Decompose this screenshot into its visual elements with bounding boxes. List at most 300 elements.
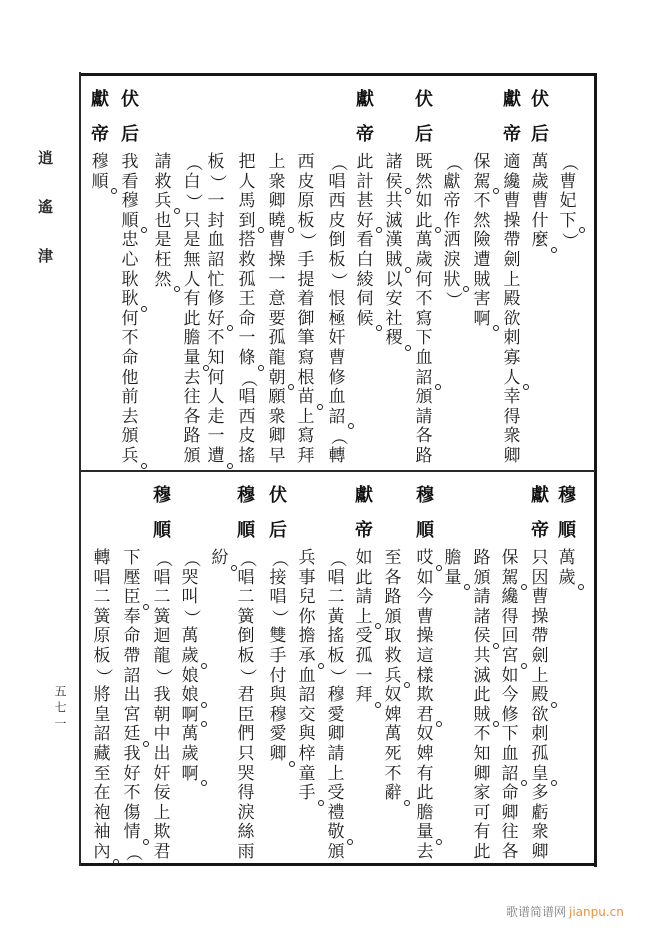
glyph: 各 <box>384 567 402 588</box>
period-mark <box>376 325 382 331</box>
period-mark <box>551 247 557 253</box>
glyph: 血 <box>328 387 346 408</box>
glyph: 萬 <box>181 626 199 647</box>
glyph: 皮 <box>328 210 346 231</box>
glyph: 唱 <box>328 171 346 192</box>
continuation-column <box>296 396 318 804</box>
glyph: 敬 <box>325 823 347 843</box>
period-mark <box>404 800 410 806</box>
column-text <box>235 549 257 863</box>
glyph: 帶 <box>531 626 549 647</box>
glyph: 交 <box>298 704 316 725</box>
glyph: 不 <box>207 328 225 349</box>
glyph: 壓 <box>123 567 141 588</box>
glyph: 膽 <box>416 802 434 823</box>
running-title: 逍遙津 <box>36 150 54 297</box>
column-text <box>179 549 201 784</box>
parenthesis-mark: ） <box>326 667 347 685</box>
glyph: 曹 <box>531 587 549 608</box>
period-mark <box>201 663 207 669</box>
glyph: 帝 <box>356 124 374 145</box>
period-mark <box>231 565 237 571</box>
glyph: 付 <box>269 665 287 686</box>
speaker-label <box>414 486 436 556</box>
glyph: 龍 <box>268 347 286 368</box>
glyph: 哭 <box>181 567 199 588</box>
glyph: 好 <box>205 310 227 330</box>
column-text <box>151 549 173 863</box>
glyph: 去 <box>121 406 139 427</box>
glyph: 曹 <box>531 191 549 212</box>
glyph: 御 <box>297 308 315 329</box>
glyph: 我 <box>121 152 139 172</box>
glyph: 心 <box>121 249 139 270</box>
column-text <box>499 549 521 863</box>
period-mark <box>201 702 207 708</box>
column-text <box>89 153 111 192</box>
speaker-label <box>556 486 578 556</box>
glyph: 孤 <box>531 743 549 764</box>
glyph: 賊 <box>471 706 493 726</box>
glyph: 去 <box>183 367 201 388</box>
glyph: 下 <box>501 724 519 745</box>
period-mark <box>203 365 209 371</box>
period-mark <box>405 345 411 351</box>
glyph: 修 <box>207 289 225 310</box>
glyph: 曹 <box>416 606 434 627</box>
glyph: 萬 <box>531 152 549 172</box>
glyph: 獻 <box>503 89 521 110</box>
glyph: 此 <box>183 308 201 329</box>
parenthesis-mark: ） <box>152 667 173 685</box>
glyph: 這 <box>416 645 434 666</box>
glyph: 伏 <box>269 485 287 506</box>
parenthesis-mark: ） <box>92 667 113 685</box>
glyph: 走 <box>207 406 225 427</box>
glyph: 西 <box>238 406 256 427</box>
glyph: 曹 <box>268 230 286 251</box>
parenthesis-mark: （ <box>442 154 463 172</box>
parenthesis-mark: （ <box>268 550 289 568</box>
glyph: 衆 <box>531 822 549 843</box>
glyph: 好 <box>123 763 141 784</box>
glyph: 順 <box>237 520 255 541</box>
glyph: 獻 <box>355 485 373 506</box>
parenthesis-mark: （ <box>236 550 257 568</box>
glyph: 上 <box>297 406 315 427</box>
glyph: 后 <box>531 124 549 145</box>
glyph: 兵 <box>119 447 141 467</box>
glyph: 原 <box>93 626 111 647</box>
glyph: 君 <box>414 706 436 726</box>
glyph: 有 <box>416 763 434 784</box>
glyph: 辭 <box>382 784 404 804</box>
period-mark <box>375 623 381 629</box>
glyph: 不 <box>473 724 491 745</box>
glyph: 我 <box>123 743 141 764</box>
glyph: 雨 <box>237 841 255 862</box>
glyph: 血 <box>415 347 433 368</box>
glyph: 欲 <box>531 704 549 725</box>
glyph: 歲 <box>556 569 578 589</box>
period-mark <box>464 584 470 590</box>
glyph: 滅 <box>473 665 491 686</box>
glyph: 板 <box>328 249 346 270</box>
glyph: 頒 <box>473 567 491 588</box>
column-text <box>529 549 551 863</box>
glyph: 衆 <box>503 426 521 447</box>
glyph: 童 <box>298 763 316 784</box>
glyph: 條 <box>236 349 258 369</box>
glyph: 與 <box>298 724 316 745</box>
glyph: 寫 <box>415 308 433 329</box>
glyph: 麼 <box>529 231 551 251</box>
glyph: 板 <box>297 210 315 231</box>
glyph: 至 <box>93 763 111 784</box>
glyph: 伺 <box>356 289 374 310</box>
glyph: 帝 <box>531 520 549 541</box>
continuation-column <box>295 0 317 466</box>
glyph: 卿 <box>268 426 286 447</box>
glyph: 一 <box>207 191 225 212</box>
glyph: 不 <box>473 191 491 212</box>
glyph: 唱 <box>238 387 256 408</box>
glyph: 路 <box>415 445 433 466</box>
glyph: 兵 <box>382 667 404 687</box>
glyph: 不 <box>415 289 433 310</box>
glyph: 狀 <box>441 271 463 291</box>
glyph: 今 <box>416 587 434 608</box>
glyph: 然 <box>415 171 433 192</box>
parenthesis-mark: （ <box>152 550 173 568</box>
glyph: 黃 <box>327 606 345 627</box>
glyph: 此 <box>416 783 434 804</box>
glyph: 賊 <box>473 269 491 290</box>
glyph: 提 <box>297 269 315 290</box>
glyph: 人 <box>183 269 201 290</box>
glyph: 安 <box>385 289 403 310</box>
glyph: 衆 <box>268 171 286 192</box>
period-mark <box>436 839 442 845</box>
glyph: 膽 <box>183 328 201 349</box>
period-mark <box>143 741 149 747</box>
continuation-column <box>382 396 404 804</box>
glyph: 欲 <box>503 308 521 329</box>
glyph: 娘 <box>179 686 201 706</box>
continuation-column <box>179 396 201 792</box>
period-mark <box>521 780 527 786</box>
glyph: 詔 <box>207 249 225 270</box>
column-text <box>267 549 289 765</box>
glyph: 救 <box>154 171 172 192</box>
glyph: 穆 <box>121 191 139 212</box>
lower-panel <box>0 396 655 862</box>
glyph: 宮 <box>499 647 521 667</box>
period-mark <box>578 584 584 590</box>
parenthesis-mark: ） <box>182 193 203 211</box>
glyph: 社 <box>385 308 403 329</box>
glyph: 諸 <box>473 606 491 627</box>
glyph: 血 <box>298 665 316 686</box>
glyph: 命 <box>238 308 256 329</box>
glyph: 上 <box>268 152 286 172</box>
speaker-label <box>501 90 523 160</box>
glyph: 然 <box>473 210 491 231</box>
glyph: 取 <box>384 626 402 647</box>
glyph: 賊 <box>383 251 405 271</box>
glyph: 不 <box>384 763 402 784</box>
glyph: 血 <box>207 230 225 251</box>
glyph: 佞 <box>153 783 171 804</box>
glyph: 穆 <box>91 152 109 172</box>
glyph: 好 <box>354 212 376 232</box>
glyph: 卿 <box>501 802 519 823</box>
glyph: 操 <box>268 249 286 270</box>
glyph: 上 <box>503 269 521 290</box>
period-mark <box>288 384 294 390</box>
glyph: 無 <box>183 249 201 270</box>
glyph: 得 <box>237 783 255 804</box>
glyph: 梓 <box>298 743 316 764</box>
glyph: 順 <box>119 212 141 232</box>
glyph: 詔 <box>298 685 316 706</box>
glyph: 皇 <box>93 704 111 725</box>
glyph: 計 <box>356 171 374 192</box>
glyph: 愛 <box>269 724 287 745</box>
glyph: 帝 <box>355 520 373 541</box>
glyph: 白 <box>356 249 374 270</box>
column-text <box>383 153 405 349</box>
glyph: 頒 <box>183 445 201 466</box>
glyph: 奸 <box>153 763 171 784</box>
glyph: 極 <box>328 308 346 329</box>
glyph: 樣 <box>416 665 434 686</box>
glyph: 板 <box>93 645 111 666</box>
glyph: 帶 <box>503 230 521 251</box>
glyph: 耿 <box>121 269 139 290</box>
column-text <box>441 153 463 310</box>
glyph: 穆 <box>558 485 576 506</box>
glyph: 也 <box>154 210 172 231</box>
glyph: 命 <box>501 783 519 804</box>
glyph: 漢 <box>385 230 403 251</box>
glyph: 保 <box>501 548 519 568</box>
glyph: 帝 <box>503 124 521 145</box>
glyph: 不 <box>123 783 141 804</box>
glyph: 根 <box>297 367 315 388</box>
glyph: 曹 <box>559 171 577 192</box>
glyph: 一 <box>207 426 225 447</box>
period-mark <box>376 227 382 233</box>
glyph: 量 <box>181 349 203 369</box>
glyph: 量 <box>442 569 464 589</box>
glyph: 膽 <box>444 548 462 568</box>
glyph: 卿 <box>327 724 345 745</box>
glyph: 孤 <box>238 269 256 290</box>
glyph: 着 <box>297 289 315 310</box>
period-mark <box>174 208 180 214</box>
glyph: 詔 <box>123 665 141 686</box>
glyph: 欺 <box>416 685 434 706</box>
glyph: 既 <box>415 152 433 172</box>
continuation-column <box>209 396 231 792</box>
column-text <box>91 549 113 863</box>
period-mark <box>141 227 147 233</box>
glyph: 上 <box>531 665 549 686</box>
period-mark <box>579 227 585 233</box>
glyph: 下 <box>557 212 579 232</box>
period-mark <box>375 702 381 708</box>
glyph: 絲 <box>237 822 255 843</box>
glyph: 順 <box>89 173 111 193</box>
glyph: 穆 <box>416 485 434 506</box>
glyph: 忙 <box>207 269 225 290</box>
glyph: 命 <box>121 347 139 368</box>
column-text <box>121 549 143 863</box>
glyph: 把 <box>238 152 256 172</box>
glyph: 禮 <box>327 802 345 823</box>
column-text <box>382 549 404 804</box>
glyph: 廷 <box>121 725 143 745</box>
column-text <box>209 549 231 569</box>
glyph: 恨 <box>328 289 346 310</box>
glyph: 寡 <box>503 347 521 368</box>
glyph: 救 <box>384 645 402 666</box>
glyph: 此 <box>473 685 491 706</box>
glyph: 倒 <box>328 230 346 251</box>
glyph: 兵 <box>152 192 174 212</box>
glyph: 穆 <box>269 704 287 725</box>
glyph: 遭 <box>205 447 227 467</box>
glyph: 穆 <box>153 485 171 506</box>
glyph: 知 <box>473 743 491 764</box>
glyph: 簧 <box>153 606 171 627</box>
glyph: 要 <box>268 308 286 329</box>
parenthesis-mark: ） <box>558 232 579 250</box>
glyph: 人 <box>501 369 523 389</box>
speaker-label <box>529 486 551 556</box>
glyph: 修 <box>328 367 346 388</box>
glyph: 哎 <box>414 549 436 569</box>
glyph: 因 <box>531 567 549 588</box>
period-mark <box>174 286 180 292</box>
glyph: 卿 <box>531 841 549 862</box>
glyph: 各 <box>415 426 433 447</box>
glyph: 受 <box>327 783 345 804</box>
glyph: 何 <box>415 269 433 290</box>
glyph: 操 <box>503 210 521 231</box>
glyph: 們 <box>237 724 255 745</box>
parenthesis-mark: （ <box>327 154 348 172</box>
glyph: 伏 <box>121 89 139 110</box>
glyph: 請 <box>327 743 345 764</box>
period-mark <box>258 365 264 371</box>
glyph: 淚 <box>237 802 255 823</box>
period-mark <box>111 188 117 194</box>
glyph: 馬 <box>238 191 256 212</box>
period-mark <box>288 227 294 233</box>
glyph: 耿 <box>119 290 141 310</box>
glyph: 二 <box>327 587 345 608</box>
glyph: 是 <box>154 230 172 251</box>
period-mark <box>521 663 527 669</box>
glyph: 曹 <box>503 191 521 212</box>
speaker-label <box>413 90 435 160</box>
glyph: 出 <box>123 685 141 706</box>
glyph: 害 <box>473 289 491 310</box>
glyph: 順 <box>416 520 434 541</box>
glyph: 多 <box>531 783 549 804</box>
glyph: 往 <box>501 822 519 843</box>
continuation-column <box>441 0 463 396</box>
glyph: 如 <box>355 548 373 568</box>
parenthesis-mark: ） <box>327 271 348 289</box>
glyph: 今 <box>501 685 519 706</box>
speaker-label <box>354 90 376 160</box>
period-mark <box>493 188 499 194</box>
glyph: 有 <box>183 289 201 310</box>
glyph: 白 <box>183 171 201 192</box>
speaker-label <box>151 486 173 556</box>
glyph: 后 <box>121 124 139 145</box>
glyph: 歲 <box>181 743 199 764</box>
glyph: 搭 <box>238 230 256 251</box>
glyph: 有 <box>473 822 491 843</box>
glyph: 唱 <box>153 567 171 588</box>
glyph: 啊 <box>179 765 201 785</box>
glyph: 願 <box>268 387 286 408</box>
parenthesis-mark: ） <box>268 609 289 627</box>
glyph: 唱 <box>93 567 111 588</box>
continuation-column <box>181 0 203 466</box>
glyph: 何 <box>207 367 225 388</box>
glyph: 出 <box>153 743 171 764</box>
glyph: 虧 <box>531 802 549 823</box>
glyph: 穆 <box>237 485 255 506</box>
glyph: 奴 <box>384 685 402 706</box>
glyph: 作 <box>443 210 461 231</box>
glyph: 詔 <box>413 369 435 389</box>
glyph: 請 <box>154 152 172 172</box>
glyph: 殿 <box>503 289 521 310</box>
glyph: 如 <box>416 567 434 588</box>
glyph: 死 <box>384 743 402 764</box>
continuation-column <box>499 396 521 862</box>
glyph: 板 <box>237 645 255 666</box>
period-mark <box>141 306 147 312</box>
glyph: 路 <box>183 426 201 447</box>
glyph: 轉 <box>328 445 346 466</box>
glyph: 各 <box>183 406 201 427</box>
glyph: 獻 <box>356 89 374 110</box>
glyph: 帶 <box>123 645 141 666</box>
glyph: 得 <box>501 606 519 627</box>
glyph: 詔 <box>93 724 111 745</box>
glyph: 候 <box>354 310 376 330</box>
glyph: 西 <box>328 191 346 212</box>
glyph: 寫 <box>297 347 315 368</box>
glyph: 劍 <box>503 249 521 270</box>
glyph: 早 <box>268 445 286 466</box>
glyph: 寫 <box>297 426 315 447</box>
glyph: 如 <box>501 665 519 686</box>
glyph: 袖 <box>93 822 111 843</box>
glyph: 命 <box>123 626 141 647</box>
parenthesis-mark: （ <box>180 550 201 568</box>
glyph: 侯 <box>471 627 493 647</box>
glyph: 險 <box>473 230 491 251</box>
parenthesis-mark: ） <box>236 667 257 685</box>
